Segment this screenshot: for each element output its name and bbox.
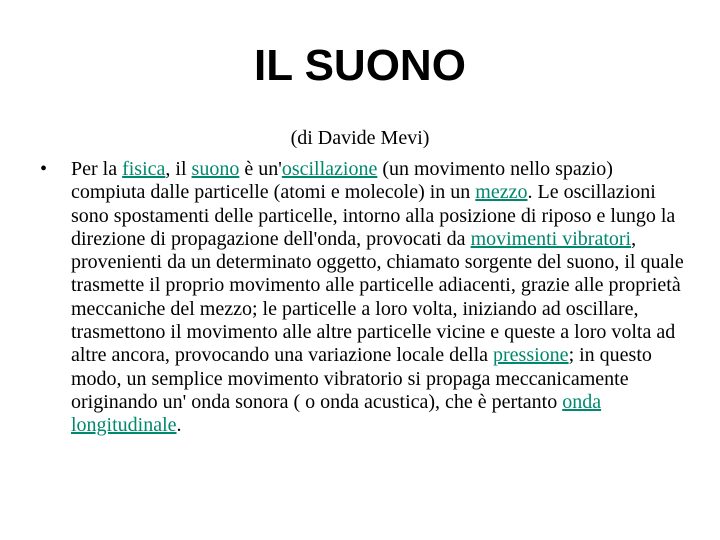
text-segment: è un' <box>239 158 282 180</box>
link-suono[interactable]: suono <box>191 158 240 180</box>
slide-title: IL SUONO <box>254 41 466 90</box>
link-mezzo[interactable]: mezzo <box>475 181 528 204</box>
text-segment: Per la <box>71 158 123 180</box>
list-item <box>40 158 690 438</box>
bullet-dot: • <box>40 158 48 180</box>
bullet-list <box>40 158 690 438</box>
text-segment: (un movimento nello spazio) compiuta dalle particelle (atomi e molecole) in un <box>71 158 613 204</box>
body-paragraph <box>71 158 690 438</box>
link-pressione[interactable]: pressione <box>493 344 569 367</box>
link-fisica[interactable]: fisica <box>122 158 166 180</box>
author-line: (di Davide Mevi) <box>290 127 430 149</box>
text-segment: , provenienti da un determinato oggetto, chiamato sorgente del suono, il quale trasmette il proprio movimento alle particelle adiacenti, grazie alle proprietà meccaniche del mezzo; le particelle a loro volta, iniziando ad oscillare, trasmettono il movimento alle altre particelle vicine e queste a loro volta ad altre ancora, provocando una variazione locale della <box>71 227 684 367</box>
text-segment: . Le oscillazioni sono spostamenti delle particelle, intorno alla posizione di riposo e lungo la direzione di propagazione dell'onda, provocati da <box>71 181 676 250</box>
link-onda-longitudinale[interactable]: onda longitudinale <box>71 390 602 437</box>
link-movimenti-vibratori[interactable]: movimenti vibratori <box>470 227 632 250</box>
text-segment: ; in questo modo, un semplice movimento vibratorio si propaga meccanicamente originando un' onda sonora ( o onda acustica), che è pertanto <box>71 344 652 413</box>
text-segment: . <box>176 414 182 437</box>
link-oscillazione[interactable]: oscillazione <box>281 158 378 180</box>
text-segment: , il <box>165 158 192 180</box>
